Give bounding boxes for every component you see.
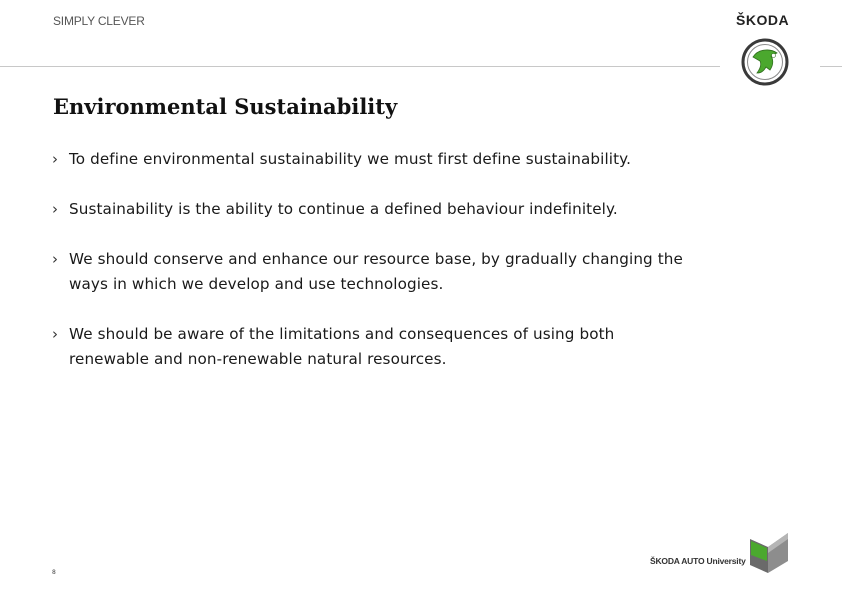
- bullet-item: [52, 247, 812, 297]
- bullet-item: [52, 147, 812, 172]
- bullet-line: We should conserve and enhance our resource base, by gradually changing the: [69, 250, 683, 268]
- university-emblem-icon: [748, 531, 790, 579]
- bullet-line: renewable and non-renewable natural resources.: [69, 350, 447, 368]
- university-label: ŠKODA AUTO University: [650, 556, 746, 566]
- bullet-line: We should be aware of the limitations and consequences of using both: [69, 325, 615, 343]
- bullet-list: [52, 147, 812, 397]
- bullet-line: ways in which we develop and use technologies.: [69, 275, 444, 293]
- skoda-winged-arrow-icon: [740, 37, 790, 91]
- slide-title: Environmental Sustainability: [53, 94, 398, 119]
- page-number: 8: [52, 569, 56, 576]
- brand-name: ŠKODA: [736, 12, 790, 28]
- bullet-item: [52, 197, 812, 222]
- bullet-marker: ›: [52, 325, 59, 343]
- bullet-marker: ›: [52, 150, 59, 168]
- header-divider: [0, 66, 842, 67]
- bullet-line: To define environmental sustainability we must first define sustainability.: [69, 150, 632, 168]
- bullet-marker: ›: [52, 250, 59, 268]
- bullet-item: [52, 322, 812, 372]
- tagline: SIMPLY CLEVER: [53, 14, 145, 28]
- bullet-marker: ›: [52, 200, 59, 218]
- bullet-line: Sustainability is the ability to continue a defined behaviour indefinitely.: [69, 200, 618, 218]
